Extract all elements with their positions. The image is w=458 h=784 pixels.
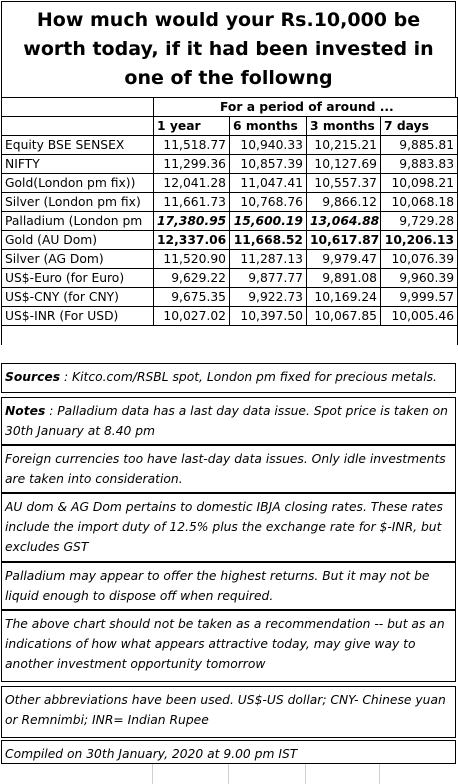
value-cell[interactable]: 11,299.36 — [154, 155, 230, 174]
row-label[interactable]: US$-Euro (for Euro) — [2, 269, 154, 288]
table-row — [2, 250, 458, 269]
abbreviations-note[interactable] — [1, 686, 456, 738]
domestic-rates-note[interactable] — [1, 493, 456, 562]
table-row — [2, 288, 458, 307]
recommendation-text: The above chart should not be taken as a recommendation -- but as an indications of how what appears attractive today, may give way to another investment opportunity tomorrow — [5, 617, 445, 671]
value-cell[interactable]: 9,675.35 — [154, 288, 230, 307]
column-header-row — [2, 117, 458, 136]
value-cell[interactable]: 9,891.08 — [307, 269, 381, 288]
period-label[interactable]: For a period of around ... — [154, 98, 458, 117]
empty-cell[interactable] — [230, 326, 307, 345]
value-cell-bold[interactable]: 10,206.13 — [381, 231, 458, 250]
value-cell[interactable]: 9,729.28 — [381, 212, 458, 231]
value-cell[interactable]: 10,215.21 — [307, 136, 381, 155]
row-label[interactable]: Silver (AG Dom) — [2, 250, 154, 269]
value-cell[interactable]: 10,857.39 — [230, 155, 307, 174]
value-cell[interactable]: 11,520.90 — [154, 250, 230, 269]
column-header[interactable]: 6 months — [230, 117, 307, 136]
value-cell[interactable]: 9,999.57 — [381, 288, 458, 307]
value-cell[interactable]: 9,866.12 — [307, 193, 381, 212]
column-header[interactable]: 7 days — [381, 117, 458, 136]
row-label[interactable]: US$-CNY (for CNY) — [2, 288, 154, 307]
empty-cell[interactable] — [381, 326, 458, 345]
table-row — [2, 193, 458, 212]
value-cell[interactable]: 10,940.33 — [230, 136, 307, 155]
row-label[interactable]: Silver (London pm fix) — [2, 193, 154, 212]
value-cell-highlight[interactable]: 13,064.88 — [307, 212, 381, 231]
grid-line — [379, 764, 380, 784]
notes-note[interactable] — [1, 397, 456, 445]
table-row — [2, 231, 458, 250]
abbreviations-text: Other abbreviations have been used. US$-US dollar; CNY- Chinese yuan or Remnimbi; INR= Indian Rupee — [5, 693, 446, 727]
currencies-text: Foreign currencies too have last-day data issues. Only idle investments are taken into consideration. — [5, 452, 446, 486]
value-cell-bold[interactable]: 11,668.52 — [230, 231, 307, 250]
period-header-row — [2, 98, 458, 117]
currencies-note[interactable] — [1, 445, 456, 493]
domestic-rates-text: AU dom & AG Dom pertains to domestic IBJA closing rates. These rates include the import duty of 12.5% plus the exchange rate for $-INR, but excludes GST — [5, 500, 443, 554]
empty-cell[interactable] — [2, 98, 154, 117]
empty-cell[interactable] — [2, 117, 154, 136]
value-cell[interactable]: 10,169.24 — [307, 288, 381, 307]
palladium-note[interactable] — [1, 562, 456, 610]
empty-grid-row[interactable] — [1, 764, 457, 784]
value-cell[interactable]: 9,960.39 — [381, 269, 458, 288]
row-label[interactable]: Palladium (London pm — [2, 212, 154, 231]
grid-line — [152, 764, 153, 784]
table-row — [2, 155, 458, 174]
notes-text: : Palladium data has a last day data issue. Spot price is taken on 30th January at 8.40 pm — [5, 404, 448, 438]
row-label[interactable]: Gold (AU Dom) — [2, 231, 154, 250]
row-label[interactable]: Equity BSE SENSEX — [2, 136, 154, 155]
value-cell[interactable]: 9,629.22 — [154, 269, 230, 288]
table-row — [2, 136, 458, 155]
value-cell[interactable]: 9,883.83 — [381, 155, 458, 174]
value-cell[interactable]: 10,027.02 — [154, 307, 230, 326]
value-cell[interactable]: 12,041.28 — [154, 174, 230, 193]
column-header[interactable]: 3 months — [307, 117, 381, 136]
value-cell[interactable]: 10,076.39 — [381, 250, 458, 269]
value-cell-highlight[interactable]: 15,600.19 — [230, 212, 307, 231]
empty-cell[interactable] — [307, 326, 381, 345]
compiled-text: Compiled on 30th January, 2020 at 9.00 pm IST — [5, 747, 298, 761]
compiled-note[interactable] — [1, 740, 456, 764]
grid-line — [305, 764, 306, 784]
value-cell[interactable]: 9,885.81 — [381, 136, 458, 155]
value-cell[interactable]: 10,005.46 — [381, 307, 458, 326]
value-cell[interactable]: 10,068.18 — [381, 193, 458, 212]
table-row — [2, 212, 458, 231]
row-label[interactable]: US$-INR (For USD) — [2, 307, 154, 326]
value-cell[interactable]: 11,518.77 — [154, 136, 230, 155]
table-row — [2, 307, 458, 326]
value-cell-bold[interactable]: 12,337.06 — [154, 231, 230, 250]
value-cell[interactable]: 10,127.69 — [307, 155, 381, 174]
sources-text: : Kitco.com/RSBL spot, London pm fixed for precious metals. — [60, 370, 437, 384]
value-cell[interactable]: 9,979.47 — [307, 250, 381, 269]
recommendation-note[interactable] — [1, 610, 456, 682]
column-header[interactable]: 1 year — [154, 117, 230, 136]
empty-cell[interactable] — [154, 326, 230, 345]
value-cell-highlight[interactable]: 17,380.95 — [154, 212, 230, 231]
page-title: How much would your Rs.10,000 be worth today, if it had been invested in one of the followng — [23, 9, 434, 89]
value-cell-bold[interactable]: 10,617.87 — [307, 231, 381, 250]
value-cell[interactable]: 10,397.50 — [230, 307, 307, 326]
empty-cell[interactable] — [2, 326, 154, 345]
table-row — [2, 269, 458, 288]
notes-label: Notes — [5, 404, 46, 418]
value-cell[interactable]: 10,557.37 — [307, 174, 381, 193]
sources-note[interactable] — [1, 363, 456, 393]
value-cell[interactable]: 11,661.73 — [154, 193, 230, 212]
palladium-text: Palladium may appear to offer the highest returns. But it may not be liquid enough to dispose off when required. — [5, 569, 430, 603]
value-cell[interactable]: 10,768.76 — [230, 193, 307, 212]
value-cell[interactable]: 11,047.41 — [230, 174, 307, 193]
value-cell[interactable]: 10,098.21 — [381, 174, 458, 193]
value-cell[interactable]: 9,877.77 — [230, 269, 307, 288]
value-cell[interactable]: 10,067.85 — [307, 307, 381, 326]
value-cell[interactable]: 9,922.73 — [230, 288, 307, 307]
row-label[interactable]: NIFTY — [2, 155, 154, 174]
row-label[interactable]: Gold(London pm fix)) — [2, 174, 154, 193]
title-cell[interactable] — [1, 1, 456, 97]
returns-table — [1, 97, 458, 345]
spacer-row — [2, 326, 458, 345]
value-cell[interactable]: 11,287.13 — [230, 250, 307, 269]
sources-label: Sources — [5, 370, 61, 384]
grid-line — [228, 764, 229, 784]
table-row — [2, 174, 458, 193]
